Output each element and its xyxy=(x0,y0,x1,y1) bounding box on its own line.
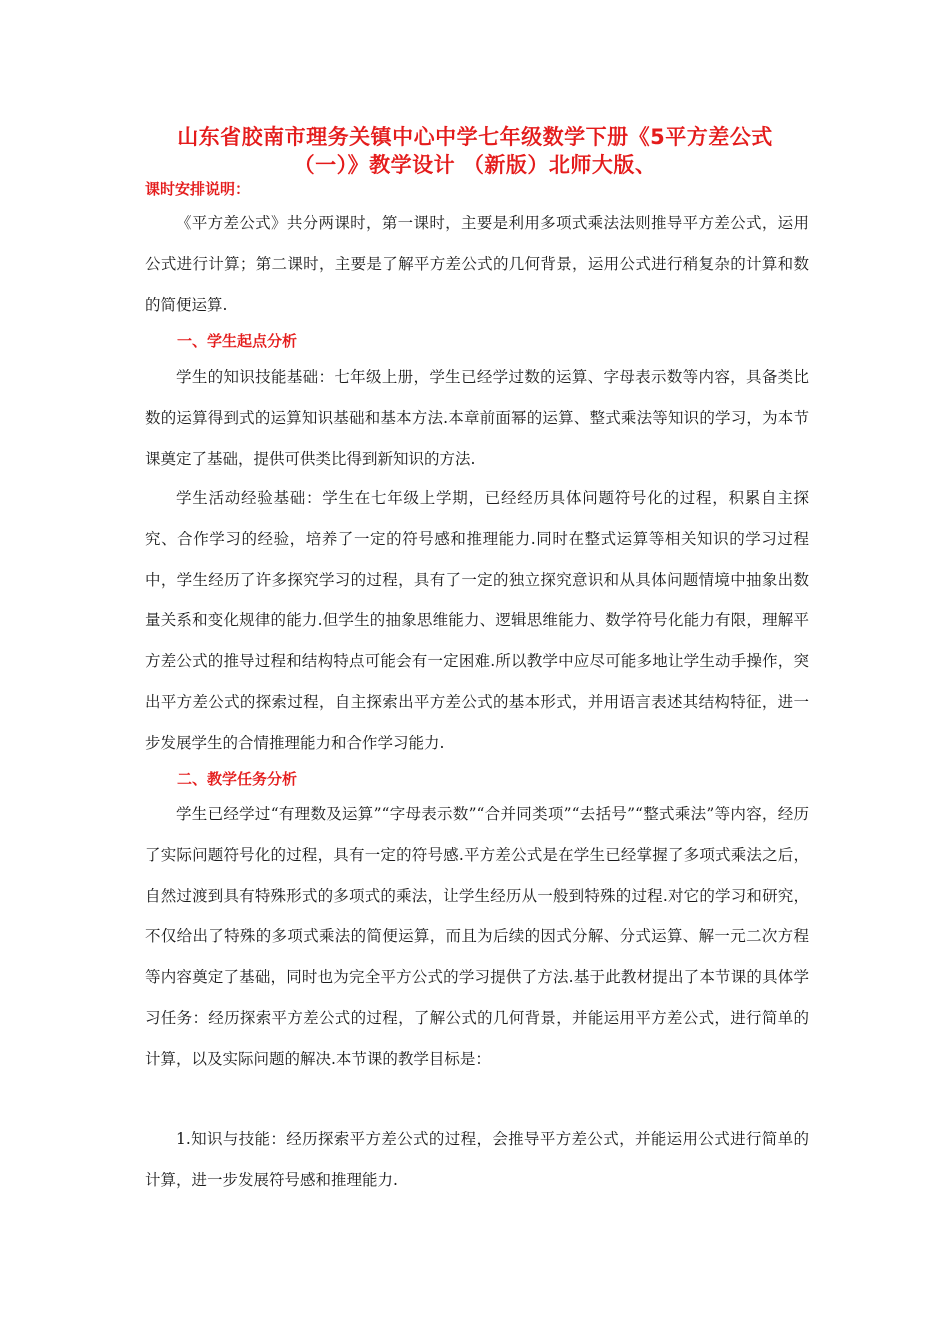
section-1-paragraph-2: 学生活动经验基础：学生在七年级上学期，已经经历具体问题符号化的过程，积累自主探究、合作学习的经验，培养了一定的符号感和推理能力.同时在整式运算等相关知识的学习过程中，学生经历了许多探究学习的过程，具有了一定的独立探究意识和从具体问题情境中抽象出数量关系和变化规律的能力.但学生的抽象思维能力、逻辑思维能力、数学符号化能力有限，理解平方差公式的推导过程和结构特点可能会有一定困难.所以教学中应尽可能多地让学生动手操作，突出平方差公式的探索过程，自主探索出平方差公式的基本形式，并用语言表述其结构特征，进一步发展学生的合情推理能力和合作学习能力. xyxy=(145,489,809,752)
section-1-paragraph-1: 学生的知识技能基础：七年级上册，学生已经学过数的运算、字母表示数等内容，具备类比数的运算得到式的运算知识基础和基本方法.本章前面幂的运算、整式乘法等知识的学习，为本节课奠定了基础，提供可供类比得到新知识的方法. xyxy=(145,368,809,468)
section-2-paragraph-1: 学生已经学过“有理数及运算”“字母表示数”“合并同类项”“去括号”“整式乘法”等内容，经历了实际问题符号化的过程，具有一定的符号感.平方差公式是在学生已经掌握了多项式乘法之后，自然过渡到具有特殊形式的多项式的乘法，让学生经历从一般到特殊的过程.对它的学习和研究，不仅给出了特殊的多项式乘法的简便运算，而且为后续的因式分解、分式运算、解一元二次方程等内容奠定了基础，同时也为完全平方公式的学习提供了方法.基于此教材提出了本节课的具体学习任务：经历探索平方差公式的过程，了解公式的几何背景，并能运用平方差公式，进行简单的计算，以及实际问题的解决.本节课的教学目标是： xyxy=(145,805,809,1068)
document-title-line-1: 山东省胶南市理务关镇中心中学七年级数学下册《5平方差公式 xyxy=(177,125,773,149)
section-2-heading: 二、教学任务分析 xyxy=(177,770,298,788)
section-2-objective-item-1: 1.知识与技能：经历探索平方差公式的过程，会推导平方差公式，并能运用公式进行简单的计算，进一步发展符号感和推理能力. xyxy=(145,1130,809,1189)
schedule-paragraph: 《平方差公式》共分两课时，第一课时，主要是利用多项式乘法法则推导平方差公式，运用公式进行计算；第二课时，主要是了解平方差公式的几何背景，运用公式进行稍复杂的计算和数的简便运算. xyxy=(145,214,809,314)
document-title-line-2: （一）》教学设计 （新版）北师大版、 xyxy=(293,153,657,177)
schedule-heading: 课时安排说明： xyxy=(145,180,251,198)
section-1-heading: 一、学生起点分析 xyxy=(177,332,298,350)
